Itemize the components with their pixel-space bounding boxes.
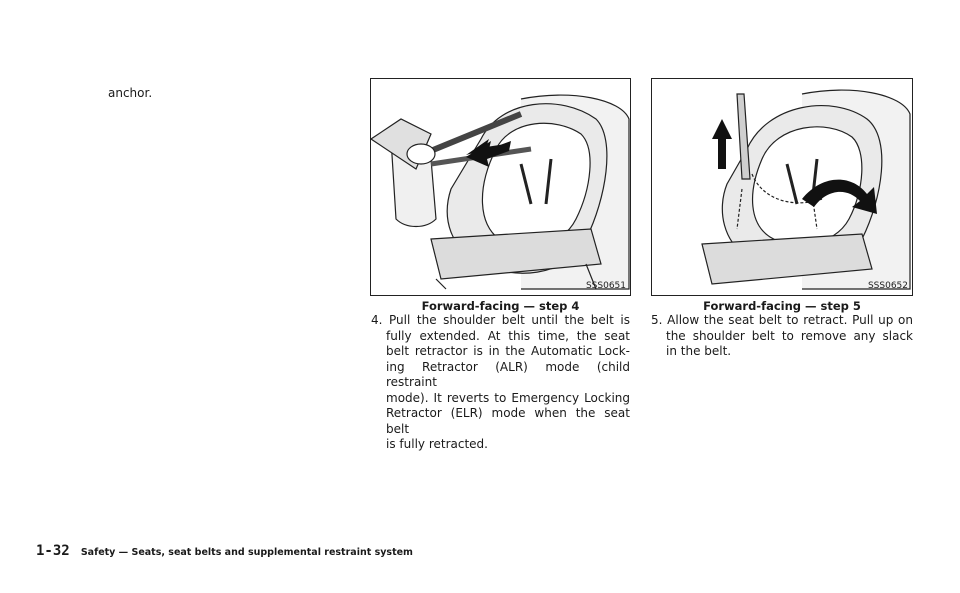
step-line: Retractor (ELR) mode when the seat belt xyxy=(386,406,630,436)
figure-caption: Forward-facing — step 4 xyxy=(421,299,580,313)
figure-code: SSS0651 xyxy=(585,281,626,291)
step-line: 4. Pull the shoulder belt until the belt is xyxy=(371,313,630,327)
figure-caption: Forward-facing — step 5 xyxy=(703,299,861,313)
step-line: is fully retracted. xyxy=(386,437,488,451)
step-line: belt retractor is in the Automatic Lock- xyxy=(386,344,630,358)
section-title: Safety — Seats, seat belts and supplemental restraint system xyxy=(80,547,413,558)
continued-text: anchor. xyxy=(108,86,153,100)
figure-code: SSS0652 xyxy=(867,281,908,291)
step-5-text xyxy=(651,313,913,360)
child-seat-illustration-step4 xyxy=(371,79,631,296)
figure-step-4 xyxy=(370,78,631,296)
step-line: in the belt. xyxy=(666,344,732,358)
step-line: mode). It reverts to Emergency Locking xyxy=(386,390,630,405)
step-line: fully extended. At this time, the seat xyxy=(386,328,630,343)
step-line: the shoulder belt to remove any slack xyxy=(666,328,913,343)
figure-step-5 xyxy=(651,78,913,296)
step-line: 5. Allow the seat belt to retract. Pull up on xyxy=(651,313,913,327)
page-footer xyxy=(36,540,413,559)
step-4-text xyxy=(371,313,630,453)
child-seat-illustration-step5 xyxy=(652,79,913,296)
page-number: 1-32 xyxy=(36,543,70,559)
step-line: ing Retractor (ALR) mode (child restraint xyxy=(386,359,630,389)
